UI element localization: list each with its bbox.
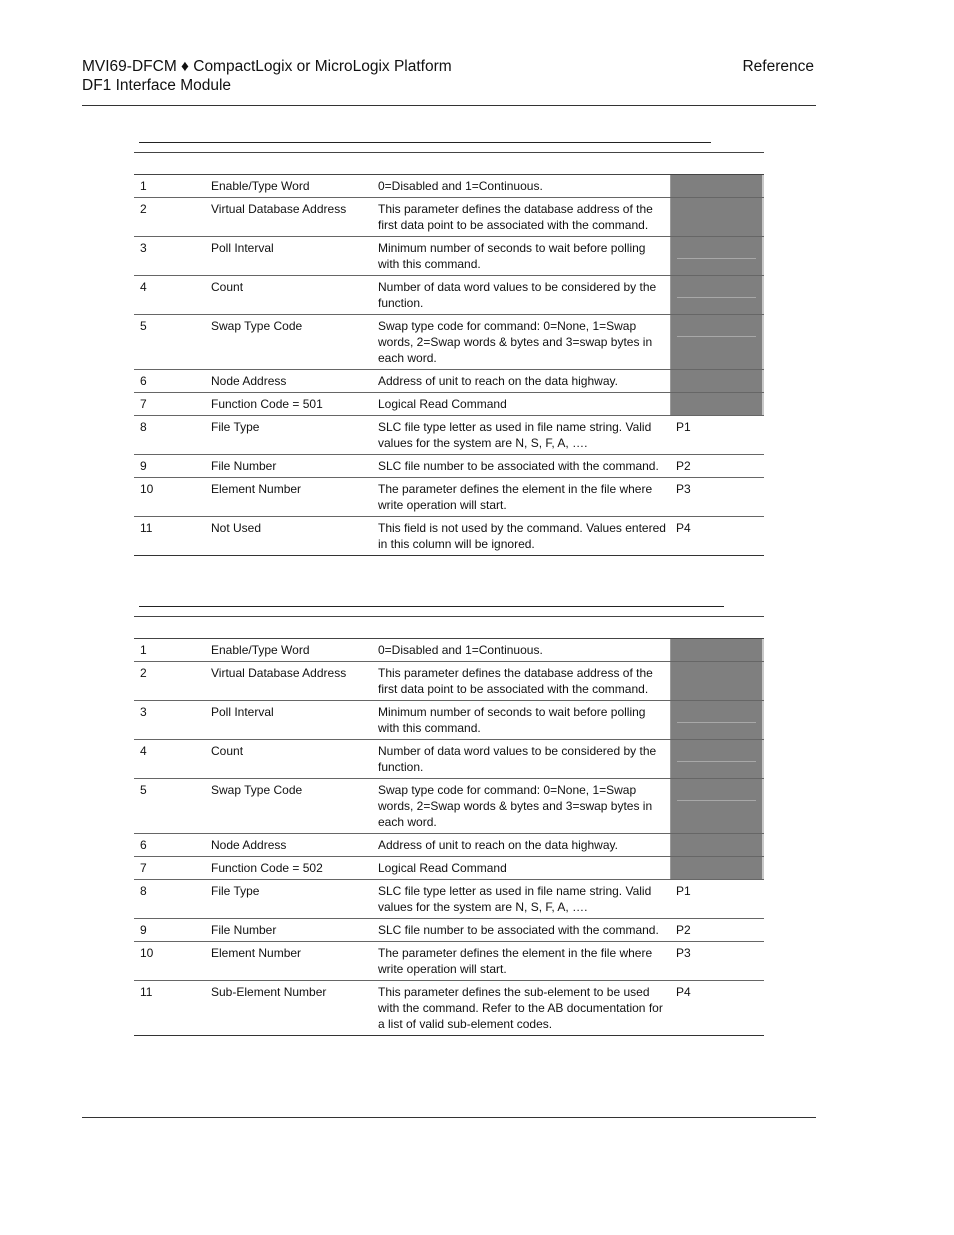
table-row	[134, 740, 764, 779]
cell-number: 11	[140, 985, 153, 999]
header-title-line2: DF1 Interface Module	[82, 77, 232, 94]
cell-description: Swap type code for command: 0=None, 1=Swap words, 2=Swap words & bytes and 3=swap bytes in each word.	[378, 319, 653, 365]
cell-description: This parameter defines the sub-element to be used with the command. Refer to the AB documentation for a list of valid sub-element codes.	[378, 985, 663, 1031]
cell-number: 5	[140, 319, 147, 333]
cell-param-code	[670, 237, 764, 275]
cell-number: 6	[140, 838, 147, 852]
cell-description: This parameter defines the database address of the first data point to be associated with the command.	[378, 202, 653, 232]
table-body	[134, 174, 764, 556]
table-row	[134, 455, 764, 478]
cell-number: 4	[140, 744, 147, 758]
cell-number: 10	[140, 946, 154, 960]
cell-param-code	[670, 834, 764, 856]
table-row	[134, 639, 764, 662]
cell-number: 9	[140, 459, 147, 473]
cell-number: 6	[140, 374, 147, 388]
header-section: Reference	[742, 58, 814, 75]
cell-description: The parameter defines the element in the file where write operation will start.	[378, 482, 653, 512]
cell-description: Minimum number of seconds to wait before polling with this command.	[378, 241, 646, 271]
table-row	[134, 478, 764, 517]
cell-param-code	[670, 370, 764, 392]
cell-parameter-name: Poll Interval	[211, 705, 274, 719]
cell-number: 3	[140, 241, 147, 255]
table-body	[134, 638, 764, 1036]
cell-description: This parameter defines the database address of the first data point to be associated with the command.	[378, 666, 653, 696]
table-row	[134, 393, 764, 416]
cell-description: Number of data word values to be considered by the function.	[378, 744, 657, 774]
cell-parameter-name: Element Number	[211, 946, 302, 960]
table-title-line	[139, 606, 724, 607]
table-row	[134, 237, 764, 276]
cell-param-code	[670, 639, 764, 661]
table-column-header	[134, 618, 764, 638]
cell-param-code: P1	[676, 884, 691, 898]
cell-parameter-name: Sub-Element Number	[211, 985, 327, 999]
footer-rule	[82, 1117, 816, 1118]
cell-description: 0=Disabled and 1=Continuous.	[378, 179, 543, 193]
cell-param-code	[670, 315, 764, 369]
table-row	[134, 198, 764, 237]
cell-description: Swap type code for command: 0=None, 1=Swap words, 2=Swap words & bytes and 3=swap bytes in each word.	[378, 783, 653, 829]
table-row	[134, 880, 764, 919]
header-rule	[82, 105, 816, 106]
cell-param-code	[670, 857, 764, 879]
table-row	[134, 517, 764, 556]
cell-param-code: P2	[676, 459, 691, 473]
table-row	[134, 370, 764, 393]
cell-description: Minimum number of seconds to wait before polling with this command.	[378, 705, 646, 735]
cell-parameter-name: Poll Interval	[211, 241, 274, 255]
cell-description: SLC file number to be associated with the command.	[378, 459, 659, 473]
cell-description: Address of unit to reach on the data highway.	[378, 838, 618, 852]
cell-number: 8	[140, 884, 147, 898]
table-row	[134, 981, 764, 1036]
cell-param-code	[670, 175, 764, 197]
table-row	[134, 662, 764, 701]
cell-number: 9	[140, 923, 147, 937]
cell-param-code	[670, 701, 764, 739]
cell-description: Logical Read Command	[378, 397, 507, 411]
cell-number: 11	[140, 521, 153, 535]
cell-parameter-name: Enable/Type Word	[211, 643, 310, 657]
cell-number: 10	[140, 482, 154, 496]
cell-param-code	[670, 198, 764, 236]
cell-number: 1	[140, 179, 147, 193]
cell-param-code: P3	[676, 946, 691, 960]
cell-param-code: P3	[676, 482, 691, 496]
table-head-rule	[134, 616, 764, 617]
cell-param-code	[670, 740, 764, 778]
cell-parameter-name: Virtual Database Address	[211, 202, 347, 216]
cell-parameter-name: Count	[211, 744, 244, 758]
header-title-line1: MVI69-DFCM ♦ CompactLogix or MicroLogix Platform	[82, 58, 452, 75]
cell-description: Number of data word values to be considered by the function.	[378, 280, 657, 310]
cell-description: The parameter defines the element in the file where write operation will start.	[378, 946, 653, 976]
cell-parameter-name: Element Number	[211, 482, 302, 496]
cell-parameter-name: Enable/Type Word	[211, 179, 310, 193]
cell-description: 0=Disabled and 1=Continuous.	[378, 643, 543, 657]
cell-param-code: P4	[676, 521, 691, 535]
cell-param-code	[670, 779, 764, 833]
table-column-header	[134, 154, 764, 174]
table-row	[134, 857, 764, 880]
table-row	[134, 416, 764, 455]
cell-description: SLC file type letter as used in file name string. Valid values for the system are N, S, F, A, ….	[378, 420, 652, 450]
table-row	[134, 276, 764, 315]
table-row	[134, 779, 764, 834]
cell-parameter-name: Swap Type Code	[211, 319, 303, 333]
cell-parameter-name: File Number	[211, 459, 277, 473]
cell-parameter-name: Node Address	[211, 374, 287, 388]
cell-param-code	[670, 662, 764, 700]
page-header	[82, 57, 816, 95]
cell-number: 2	[140, 666, 147, 680]
cell-param-code: P4	[676, 985, 691, 999]
cell-number: 7	[140, 397, 147, 411]
cell-description: Logical Read Command	[378, 861, 507, 875]
cell-number: 1	[140, 643, 147, 657]
table-row	[134, 701, 764, 740]
cell-description: This field is not used by the command. Values entered in this column will be ignored.	[378, 521, 666, 551]
cell-parameter-name: Count	[211, 280, 244, 294]
table-row	[134, 175, 764, 198]
cell-param-code	[670, 393, 764, 415]
cell-parameter-name: File Type	[211, 884, 260, 898]
cell-parameter-name: Function Code = 501	[211, 397, 323, 411]
cell-parameter-name: Node Address	[211, 838, 287, 852]
cell-param-code	[670, 276, 764, 314]
cell-number: 3	[140, 705, 147, 719]
cell-parameter-name: Function Code = 502	[211, 861, 323, 875]
cell-number: 7	[140, 861, 147, 875]
cell-description: SLC file number to be associated with the command.	[378, 923, 659, 937]
cell-description: Address of unit to reach on the data highway.	[378, 374, 618, 388]
cell-param-code: P2	[676, 923, 691, 937]
table-head-rule	[134, 152, 764, 153]
cell-number: 5	[140, 783, 147, 797]
cell-parameter-name: Virtual Database Address	[211, 666, 347, 680]
cell-parameter-name: File Number	[211, 923, 277, 937]
cell-parameter-name: File Type	[211, 420, 260, 434]
table-row	[134, 315, 764, 370]
cell-parameter-name: Not Used	[211, 521, 262, 535]
table-row	[134, 942, 764, 981]
table-title-line	[139, 142, 711, 143]
table-row	[134, 834, 764, 857]
cell-parameter-name: Swap Type Code	[211, 783, 303, 797]
cell-description: SLC file type letter as used in file name string. Valid values for the system are N, S, F, A, ….	[378, 884, 652, 914]
cell-number: 2	[140, 202, 147, 216]
cell-number: 4	[140, 280, 147, 294]
cell-param-code: P1	[676, 420, 691, 434]
table-row	[134, 919, 764, 942]
cell-number: 8	[140, 420, 147, 434]
